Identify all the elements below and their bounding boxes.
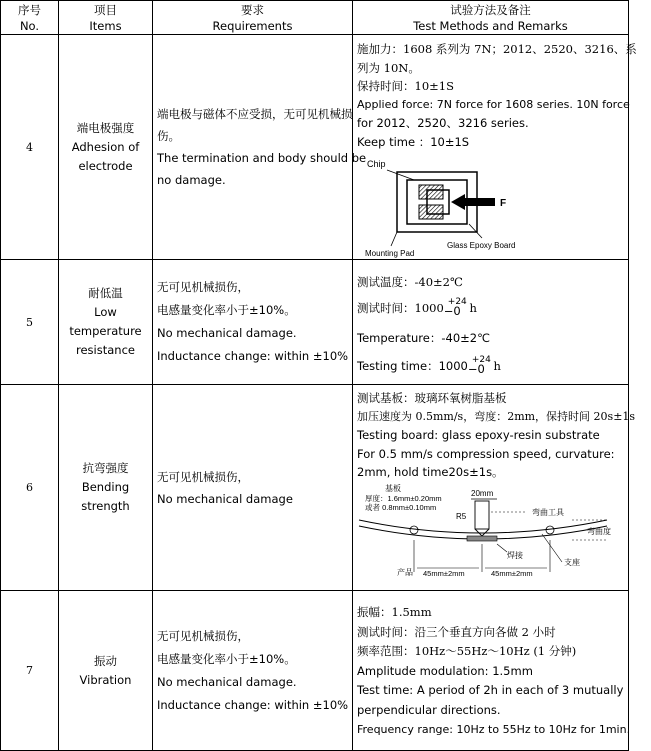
req-line: The termination and body should be [157,151,367,165]
thickness-label: 或者 0.8mm±0.10mm [365,502,437,512]
test-time-en [357,356,628,376]
item-en: strength [81,499,130,513]
test-line: 频率范围：10Hz～55Hz～10Hz (1 分钟) [357,644,577,658]
row-number: 7 [1,591,59,751]
header-test-cn: 试验方法及备注 [450,2,531,17]
tol-up: +24 [447,296,467,307]
test-temp-en: Temperature：-40±2℃ [357,331,490,345]
header-items [59,1,153,35]
tolerance [443,296,467,318]
row-number: 6 [1,385,59,591]
item-en: Bending [81,480,130,494]
bend-label: 弯曲度 [587,526,611,536]
header-req-en: Requirements [212,18,293,33]
item-cn: 抗弯强度 [82,461,129,475]
req-line: 端电极与磁体不应受损，无可见机械损 [157,107,353,121]
time-label: Testing time：1000 [357,359,468,373]
tol-down: −0 [467,361,485,376]
header-row [1,1,629,35]
board-label: Glass Epoxy Board [447,241,516,250]
test-line: Test time: A period of 2h in each of 3 mutually [357,683,624,697]
base-label: 基板 [385,483,401,493]
test-line: 2mm, hold time20s±1s。 [357,465,504,479]
test-method [353,591,629,751]
header-req-cn: 要求 [241,2,264,17]
table-row [1,385,629,591]
header-no-en: No. [19,18,40,33]
header-item-cn: 项目 [94,2,117,17]
test-time-cn [357,298,628,318]
test-temp-cn: 测试温度：-40±2℃ [357,275,463,289]
test-line: 施加力：1608 系列为 7N；2012、2520、3216、系 [357,42,637,56]
req-line: No mechanical damage. [157,326,297,340]
test-line: Frequency range: 10Hz to 55Hz to 10Hz for 1min. [357,723,631,736]
item-en: Adhesion of [71,139,140,154]
req-line: Inductance change: within ±10% [157,349,349,363]
item-name [59,385,153,591]
test-line: 保持时间：10±1S [357,79,454,93]
requirement [153,591,353,751]
header-item-en: Items [89,18,122,33]
time-label: 测试时间：1000 [357,301,444,315]
item-en: temperature [69,324,142,338]
unit: h [493,359,501,373]
req-line: No mechanical damage [157,491,293,506]
req-line: Inductance change: within ±10% [157,697,349,712]
table-row [1,260,629,385]
item-en: Low [94,305,117,319]
test-line: 振幅：1.5mm [357,605,432,619]
item-en: electrode [78,158,133,173]
test-line: For 0.5 mm/s compression speed, curvature: [357,446,615,461]
tol-down: −0 [443,303,461,318]
table-row [1,35,629,260]
header-test-en: Test Methods and Remarks [413,18,568,33]
pad-label: Mounting Pad [365,249,415,258]
test-line: 测试基板：玻璃环氧树脂基板 [357,391,507,405]
item-en: Vibration [79,672,132,687]
item-cn: 端电极强度 [76,120,135,135]
product-label: 产品 [397,567,413,577]
header-no [1,1,59,35]
requirement [153,385,353,591]
requirement [153,260,353,385]
weld-label: 焊接 [507,550,523,560]
test-method [353,385,636,591]
tolerance [467,354,491,376]
tool-label: 弯曲工具 [532,507,564,517]
req-line: 电感量变化率小于±10%。 [157,651,296,666]
row-number: 4 [1,35,59,260]
test-method [353,260,629,385]
test-line: Keep time ：10±1S [357,134,470,149]
req-line: 无可见机械损伤， [157,469,249,484]
test-method [353,35,637,260]
thickness-label: 厚度：1.6mm±0.20mm [365,493,442,503]
header-requirements [153,1,353,35]
product-chip [467,536,497,541]
width-label: 20mm [471,488,494,498]
distance-label: 45mm±2mm [491,568,533,578]
bending-test-diagram [357,482,625,578]
adhesion-test-diagram [357,152,557,258]
requirement [153,35,367,260]
req-line: No mechanical damage. [157,674,297,689]
item-en: resistance [76,343,135,357]
test-line: for 2012、2520、3216 series. [357,116,529,130]
req-line: 无可见机械损伤， [157,628,249,643]
item-name [59,260,153,385]
support-label: 支座 [564,557,580,567]
force-label: F [500,198,507,209]
test-line: Testing board: glass epoxy-resin substrate [357,428,600,442]
test-line: Applied force: 7N force for 1608 series. 10N force [357,97,630,111]
header-test-methods [353,1,629,35]
chip-label: Chip [367,159,386,169]
item-name [59,35,153,260]
req-line: no damage. [157,173,226,187]
test-line: 加压速度为 0.5mm/s，弯度：2mm，保持时间 20s±1s [357,409,636,423]
test-line: 列为 10N。 [357,60,420,75]
test-line: 测试时间：沿三个垂直方向各做 2 小时 [357,624,556,639]
table-row [1,591,629,751]
radius-label: R5 [456,511,467,521]
item-name [59,591,153,751]
unit: h [469,301,477,315]
test-line: Amplitude modulation: 1.5mm [357,663,533,678]
distance-label: 45mm±2mm [423,568,465,578]
bending-tool [475,501,489,529]
test-line: perpendicular directions. [357,702,501,717]
header-no-cn: 序号 [18,2,41,17]
tol-up: +24 [471,354,491,365]
row-number: 5 [1,260,59,385]
item-cn: 振动 [94,653,117,668]
req-line: 电感量变化率小于±10%。 [157,303,296,317]
req-line: 无可见机械损伤， [157,280,249,294]
req-line: 伤。 [157,129,180,143]
item-cn: 耐低温 [88,286,123,300]
